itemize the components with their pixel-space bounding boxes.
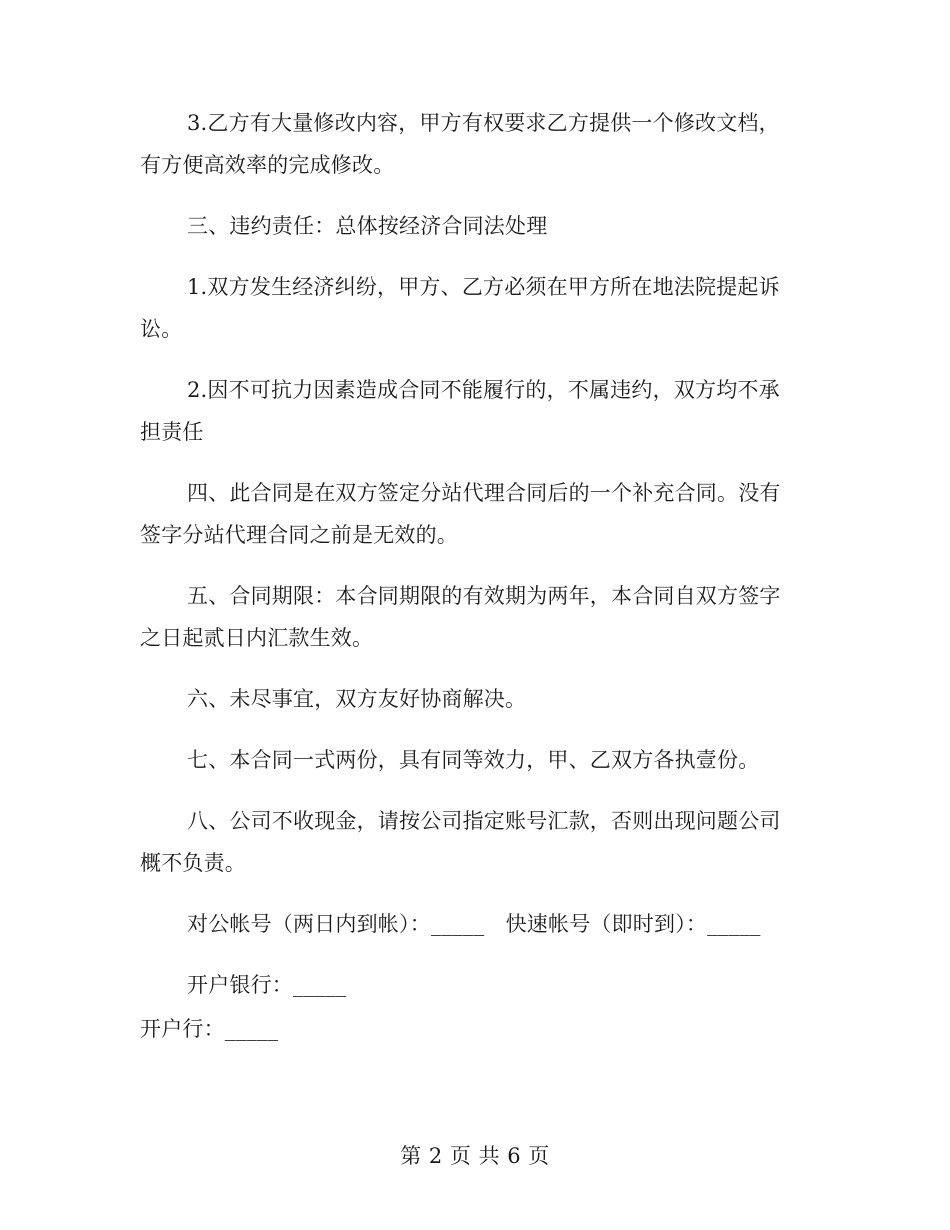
- section-7-text: 七、本合同一式两份，具有同等效力，甲、乙双方各执壹份。: [187, 748, 760, 772]
- section-4-line-2: 签字分站代理合同之前是无效的。: [140, 523, 458, 547]
- clause-3-1-line-2: 讼。: [140, 317, 183, 341]
- section-5-line-2: 之日起贰日内汇款生效。: [140, 626, 374, 650]
- section-5-line-1: 五、合同期限：本合同期限的有效期为两年，本合同自双方签字: [187, 584, 781, 608]
- paragraph-3-line-2: 有方便高效率的完成修改。: [140, 153, 395, 177]
- clause-3-2-line-1: 2.因不可抗力因素造成合同不能履行的，不属违约，双方均不承: [187, 378, 780, 402]
- clause-3-1-line-1: 1.双方发生经济纠纷，甲方、乙方必须在甲方所在地法院提起诉: [187, 275, 780, 299]
- paragraph-3-line-1: 3.乙方有大量修改内容，甲方有权要求乙方提供一个修改文档，: [187, 111, 780, 135]
- page-number-footer: 第 2 页 共 6 页: [400, 1144, 550, 1168]
- section-4-line-1: 四、此合同是在双方签定分站代理合同后的一个补充合同。没有: [187, 481, 781, 505]
- section-8-line-1: 八、公司不收现金，请按公司指定账号汇款，否则出现问题公司: [187, 809, 781, 833]
- branch-name-line: 开户行：_____: [140, 1017, 279, 1041]
- clause-3-2-line-2: 担责任: [140, 420, 204, 444]
- section-8-line-2: 概不负责。: [140, 851, 246, 875]
- section-3-heading: 三、违约责任：总体按经济合同法处理: [187, 214, 548, 238]
- bank-name-line: 开户银行：_____: [187, 973, 347, 997]
- section-6-text: 六、未尽事宜，双方友好协商解决。: [187, 687, 527, 711]
- account-numbers-line: 对公帐号（两日内到帐）：_____ 快速帐号（即时到）：_____: [187, 912, 761, 936]
